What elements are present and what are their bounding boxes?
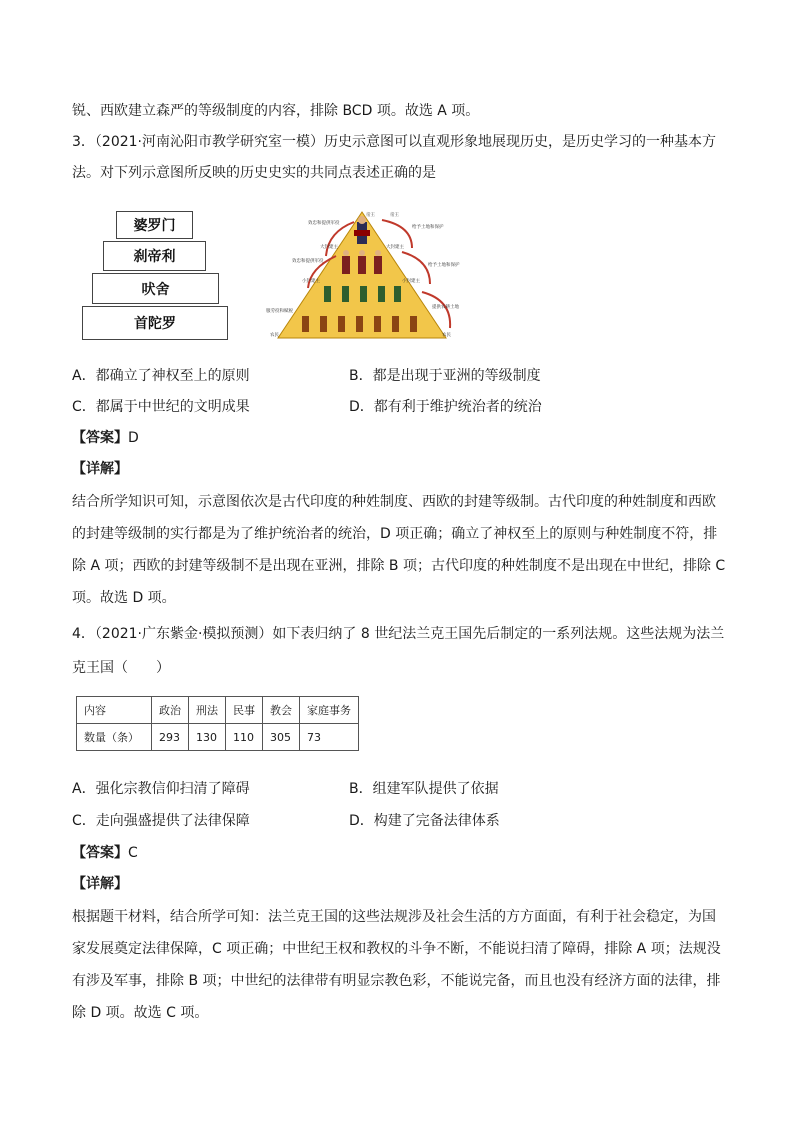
- label-king: 帝王: [366, 213, 375, 218]
- table-header-cell: 民事: [226, 697, 263, 724]
- caste-kshatriya: 刹帝利: [103, 241, 206, 271]
- q3-detail-line-4: 项。故选 D 项。: [72, 590, 176, 606]
- law-table: [76, 696, 359, 751]
- q4-answer: [72, 843, 724, 863]
- table-header-cell: 教会: [263, 697, 300, 724]
- q3-detail-line-3: 除 A 项；西欧的封建等级制不是出现在亚洲，排除 B 项；古代印度的种姓制度不是出现在中世纪，排除 C: [72, 558, 726, 574]
- label-lesser-lord: 小封建主: [302, 279, 320, 284]
- table-header-cell: 家庭事务: [300, 697, 359, 724]
- q4-stem-line-1: 4．（2021·广东紫金·模拟预测）如下表归纳了 8 世纪法兰克王国先后制定的一系列法规。这些法规为法兰: [72, 626, 725, 642]
- table-cell: 130: [189, 724, 226, 751]
- q3-answer-value: D: [128, 430, 139, 446]
- q4-detail-line-2: 家发展奠定法律保障，C 项正确；中世纪王权和教权的斗争不断，不能说扫清了障碍，排除 A 项；法规没: [72, 941, 721, 957]
- intro-line: 锐、西欧建立森严的等级制度的内容，排除 BCD 项。故选 A 项。: [72, 103, 480, 119]
- q3-detail-label: 【详解】: [72, 461, 128, 477]
- q4-option-b: B．组建军队提供了依据: [349, 781, 499, 797]
- q4-detail-line-3: 有涉及军事，排除 B 项；中世纪的法律带有明显宗教色彩，不能说完备，而且也没有经济方面的法律，排: [72, 973, 721, 989]
- caste-brahmin: 婆罗门: [116, 211, 193, 239]
- table-row: [77, 724, 359, 751]
- q4-stem-line-2: 克王国（ ）: [72, 660, 170, 676]
- feudal-pyramid-diagram: [262, 208, 462, 344]
- caste-shudra: 首陀罗: [82, 306, 228, 340]
- table-cell: 73: [300, 724, 359, 751]
- label-great-lord-right: 大封建主: [386, 245, 404, 250]
- q3-detail-line-1: 结合所学知识可知，示意图依次是古代印度的种姓制度、西欧的封建等级制。古代印度的种姓制度和西欧: [72, 494, 716, 510]
- table-cell: 数量（条）: [77, 724, 152, 751]
- q4-option-d: D．构建了完备法律体系: [349, 813, 500, 829]
- table-header-cell: 内容: [77, 697, 152, 724]
- label-great-lord: 大封建主: [320, 245, 338, 250]
- table-header-row: [77, 697, 359, 724]
- table-header-cell: 政治: [152, 697, 189, 724]
- q3-option-d: D．都有利于维护统治者的统治: [349, 399, 542, 415]
- q3-detail-line-2: 的封建等级制的实行都是为了维护统治者的统治，D 项正确；确立了神权至上的原则与种姓制度不符，排: [72, 526, 718, 542]
- label-grant-1: 给予土地和保护: [412, 225, 444, 230]
- label-peasant-right: 农民: [442, 333, 451, 338]
- table-header-cell: 刑法: [189, 697, 226, 724]
- q4-detail-label: 【详解】: [72, 876, 128, 892]
- table-cell: 305: [263, 724, 300, 751]
- label-labor: 服劳役和赋税: [266, 309, 293, 314]
- label-farmland: 提供农耕土地: [432, 305, 459, 310]
- label-king-right: 帝王: [390, 213, 399, 218]
- q3-stem-line-1: 3．（2021·河南沁阳市教学研究室一模）历史示意图可以直观形象地展现历史，是历史学习的一种基本方: [72, 134, 716, 150]
- caste-vaishya: 吠舍: [92, 273, 219, 304]
- q4-answer-label: 【答案】: [72, 845, 128, 861]
- q4-option-a: A．强化宗教信仰扫清了障碍: [72, 781, 250, 797]
- q4-detail-line-4: 除 D 项。故选 C 项。: [72, 1005, 209, 1021]
- label-fealty-2: 效忠和提供军役: [292, 259, 324, 264]
- table-cell: 293: [152, 724, 189, 751]
- q3-answer: [72, 428, 724, 448]
- q4-answer-value: C: [128, 845, 138, 861]
- q3-stem-line-2: 法。对下列示意图所反映的历史史实的共同点表述正确的是: [72, 165, 436, 181]
- label-grant-2: 给予土地和保护: [428, 263, 460, 268]
- q4-option-c: C．走向强盛提供了法律保障: [72, 813, 250, 829]
- q3-option-a: A．都确立了神权至上的原则: [72, 368, 250, 384]
- q4-detail-line-1: 根据题干材料，结合所学可知：法兰克王国的这些法规涉及社会生活的方方面面，有利于社会稳定，为国: [72, 909, 716, 925]
- q3-option-c: C．都属于中世纪的文明成果: [72, 399, 250, 415]
- q3-option-b: B．都是出现于亚洲的等级制度: [349, 368, 541, 384]
- label-lesser-lord-right: 小封建主: [402, 279, 420, 284]
- q3-answer-label: 【答案】: [72, 430, 128, 446]
- table-cell: 110: [226, 724, 263, 751]
- label-fealty-1: 效忠和提供军役: [308, 221, 340, 226]
- label-peasant: 农民: [270, 333, 279, 338]
